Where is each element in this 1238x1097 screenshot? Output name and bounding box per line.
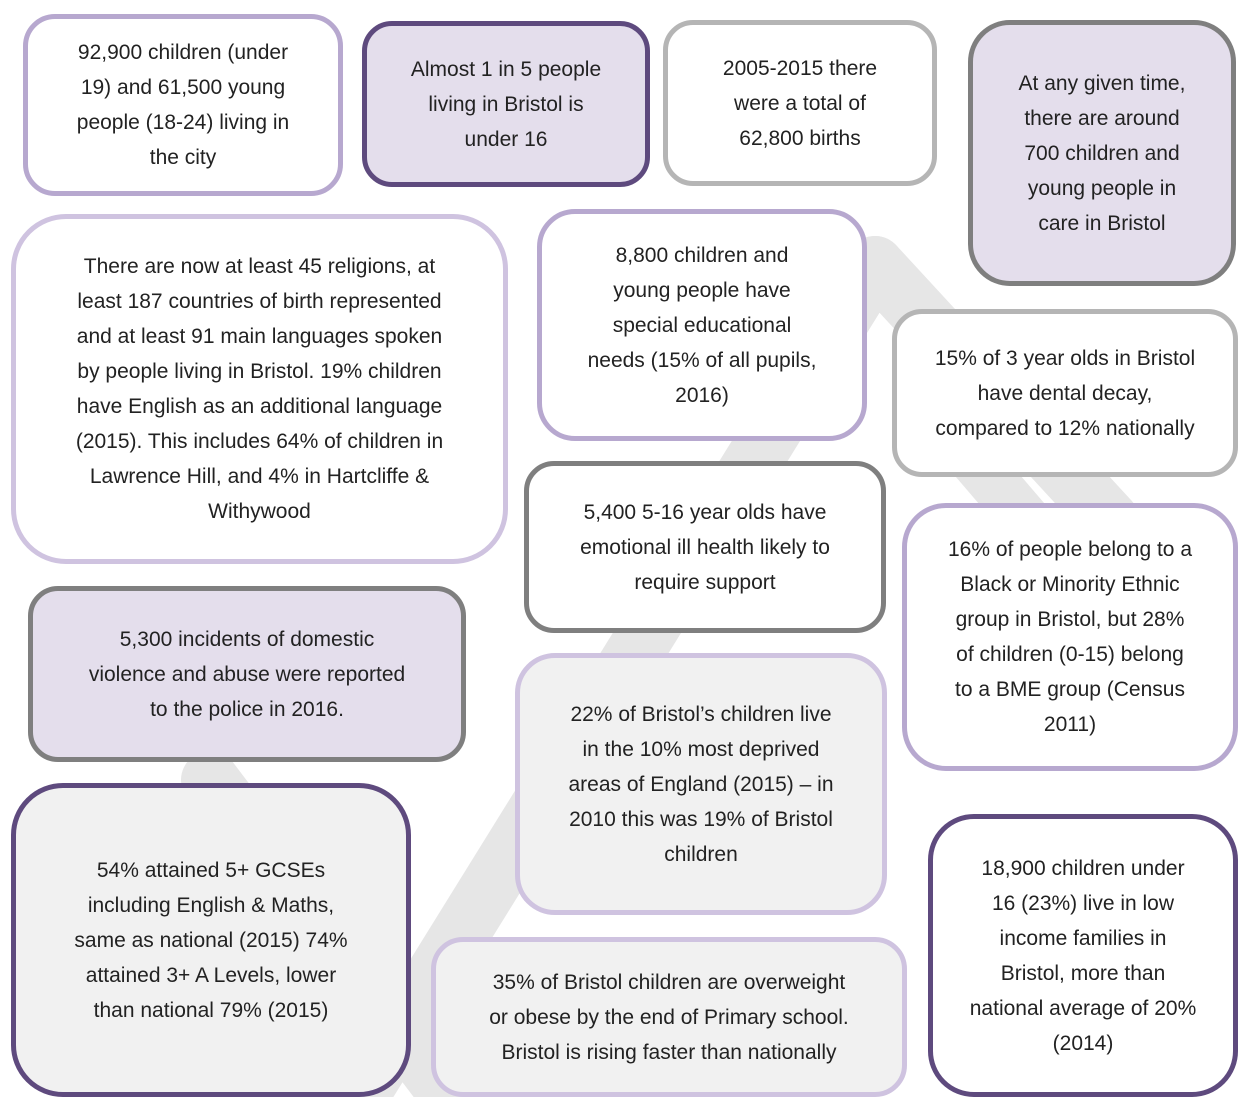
fact-text: At any given time, there are around 700 children and young people in care in Bristol [1018,71,1186,235]
fact-box-bme-group [902,503,1238,771]
fact-text: 15% of 3 year olds in Bristol have dental decay, compared to 12% nationally [934,346,1196,440]
fact-text: 2005-2015 there were a total of 62,800 births [722,56,878,150]
fact-box-special-educational-needs [537,209,867,441]
fact-box-gcse-a-level-attainment [11,783,411,1097]
fact-text: There are now at least 45 religions, at least 187 countries of birth represented and at least 91 main languages spoken by people living in Bristol. 19% children have English as an additional language (2015). This includes 64% of children in Lawrence Hill, and 4% in Hartcliffe & Withywood [75,255,444,523]
fact-box-under-16-share [362,21,650,187]
fact-text: 18,900 children under 16 (23%) live in low income families in Bristol, more than national average of 20% (2014) [969,856,1197,1055]
fact-box-religions-languages [11,214,508,564]
fact-text: 5,300 incidents of domestic violence and abuse were reported to the police in 2016. [88,627,406,721]
fact-text: 5,400 5-16 year olds have emotional ill health likely to require support [580,500,830,594]
fact-box-emotional-ill-health [524,461,886,633]
fact-text: 8,800 children and young people have special educational needs (15% of all pupils, 2016) [587,243,817,407]
fact-box-births-2005-2015 [663,20,937,186]
fact-text: 22% of Bristol’s children live in the 10% most deprived areas of England (2015) – in 2010 this was 19% of Bristol children [568,702,834,866]
fact-box-overweight-obese [431,937,907,1097]
fact-box-children-in-care [968,20,1236,286]
fact-text: 16% of people belong to a Black or Minority Ethnic group in Bristol, but 28% of children (0-15) belong to a BME group (Census 2011) [947,538,1193,736]
fact-text: 92,900 children (under 19) and 61,500 young people (18-24) living in the city [76,41,290,169]
fact-box-domestic-violence [28,586,466,762]
fact-box-dental-decay [892,309,1238,477]
fact-text: 35% of Bristol children are overweight or obese by the end of Primary school. Bristol is rising faster than nationally [489,970,849,1064]
fact-box-deprived-areas [515,653,887,915]
fact-text: 54% attained 5+ GCSEs including English & Maths, same as national (2015) 74% attained 3+ A Levels, lower than national 79% (2015) [74,858,348,1022]
fact-box-low-income-families [928,814,1238,1097]
fact-box-children-young-people-count [23,14,343,196]
fact-text: Almost 1 in 5 people living in Bristol is under 16 [410,57,602,151]
